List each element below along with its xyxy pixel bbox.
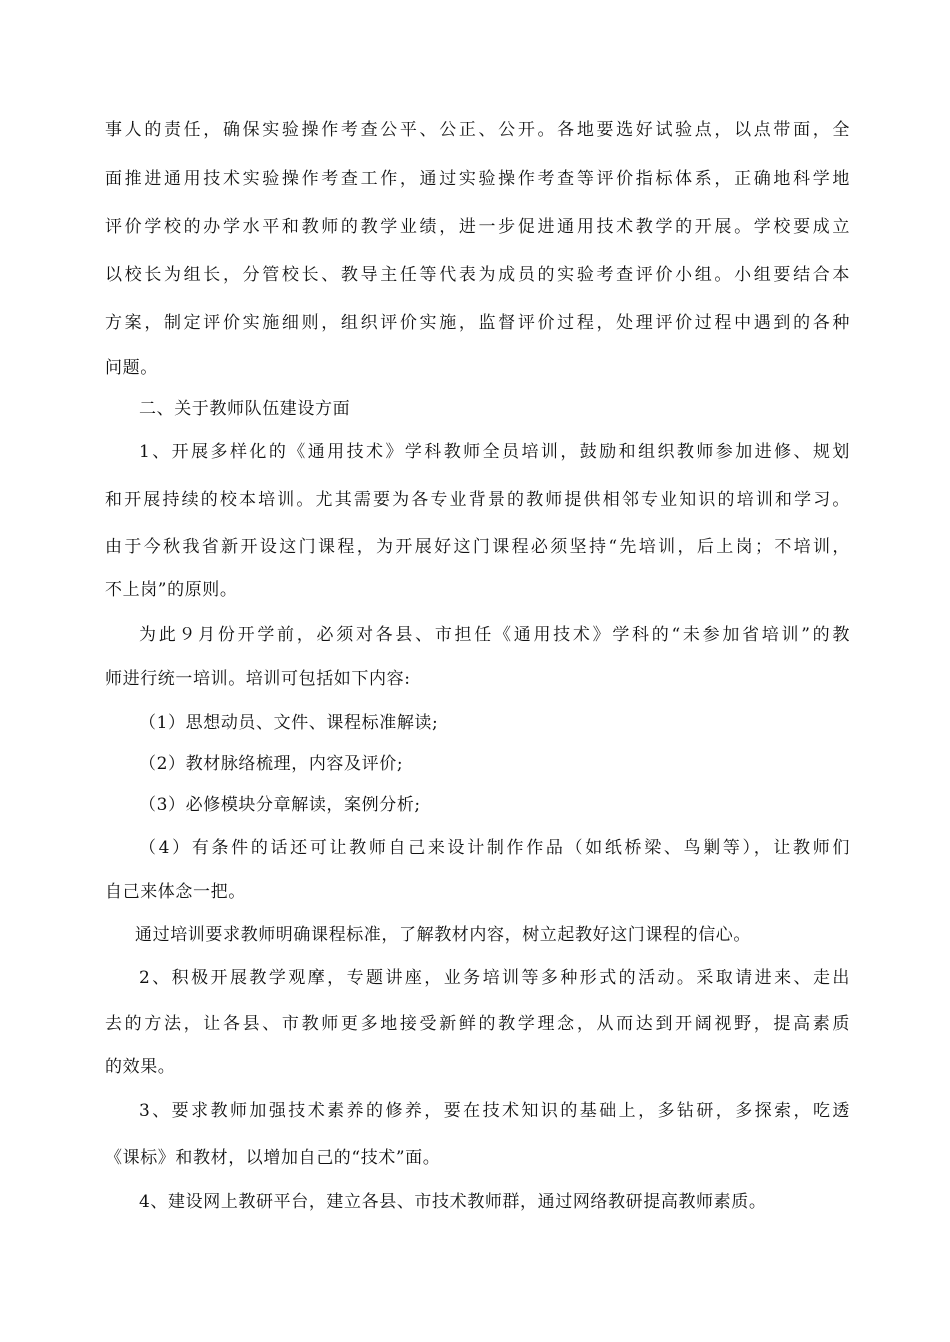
list-item: （3）必修模块分章解读，案例分析; <box>139 795 421 815</box>
paragraph-line: 和开展持续的校本培训。尤其需要为各专业背景的教师提供相邻专业知识的培训和学习。 <box>105 490 850 510</box>
list-item: （4）有条件的话还可让教师自己来设计制作作品（如纸桥梁、鸟剿等），让教师们 <box>139 838 850 858</box>
paragraph-line: 师进行统一培训。培训可包括如下内容: <box>105 669 411 689</box>
paragraph-line: 方案，制定评价实施细则，组织评价实施，监督评价过程，处理评价过程中遇到的各种 <box>105 313 850 333</box>
paragraph-line: 面推进通用技术实验操作考查工作，通过实验操作考查等评价指标体系，正确地科学地 <box>105 169 850 189</box>
section-heading: 二、关于教师队伍建设方面 <box>139 399 351 419</box>
paragraph-line: 3、要求教师加强技术素养的修养，要在技术知识的基础上，多钻研，多探索，吃透 <box>139 1101 850 1121</box>
paragraph-line: 4、建设网上教研平台，建立各县、市技术教师群，通过网络教研提高教师素质。 <box>139 1192 767 1212</box>
paragraph-line: 自己来体念一把。 <box>105 882 246 902</box>
paragraph-line: 通过培训要求教师明确课程标准，了解教材内容，树立起教好这门课程的信心。 <box>135 925 751 945</box>
paragraph-line: 1、开展多样化的《通用技术》学科教师全员培训，鼓励和组织教师参加进修、规划 <box>139 442 850 462</box>
paragraph-line: 事人的责任，确保实验操作考查公平、公正、公开。各地要选好试验点，以点带面，全 <box>105 120 850 140</box>
paragraph-line: 以校长为组长，分管校长、教导主任等代表为成员的实验考查评价小组。小组要结合本 <box>105 265 850 285</box>
paragraph-line: 的效果。 <box>105 1057 176 1077</box>
paragraph-line: 去的方法，让各县、市教师更多地接受新鲜的教学理念，从而达到开阔视野，提高素质 <box>105 1014 850 1034</box>
paragraph-line: 为此９月份开学前，必须对各县、市担任《通用技术》学科的“未参加省培训”的教 <box>139 625 850 645</box>
paragraph-line: 评价学校的办学水平和教师的教学业绩，进一步促进通用技术教学的开展。学校要成立 <box>105 217 850 237</box>
list-item: （1）思想动员、文件、课程标准解读; <box>139 713 439 733</box>
paragraph-line: 《课标》和教材，以增加自己的“技术”面。 <box>105 1148 441 1168</box>
paragraph-line: 由于今秋我省新开设这门课程，为开展好这门课程必须坚持“先培训，后上岗；不培训， <box>105 537 850 557</box>
paragraph-line: 问题。 <box>105 358 158 378</box>
paragraph-line: 2、积极开展教学观摩，专题讲座，业务培训等多种形式的活动。采取请进来、走出 <box>139 968 850 988</box>
paragraph-line: 不上岗”的原则。 <box>105 580 238 600</box>
list-item: （2）教材脉络梳理，内容及评价; <box>139 754 404 774</box>
